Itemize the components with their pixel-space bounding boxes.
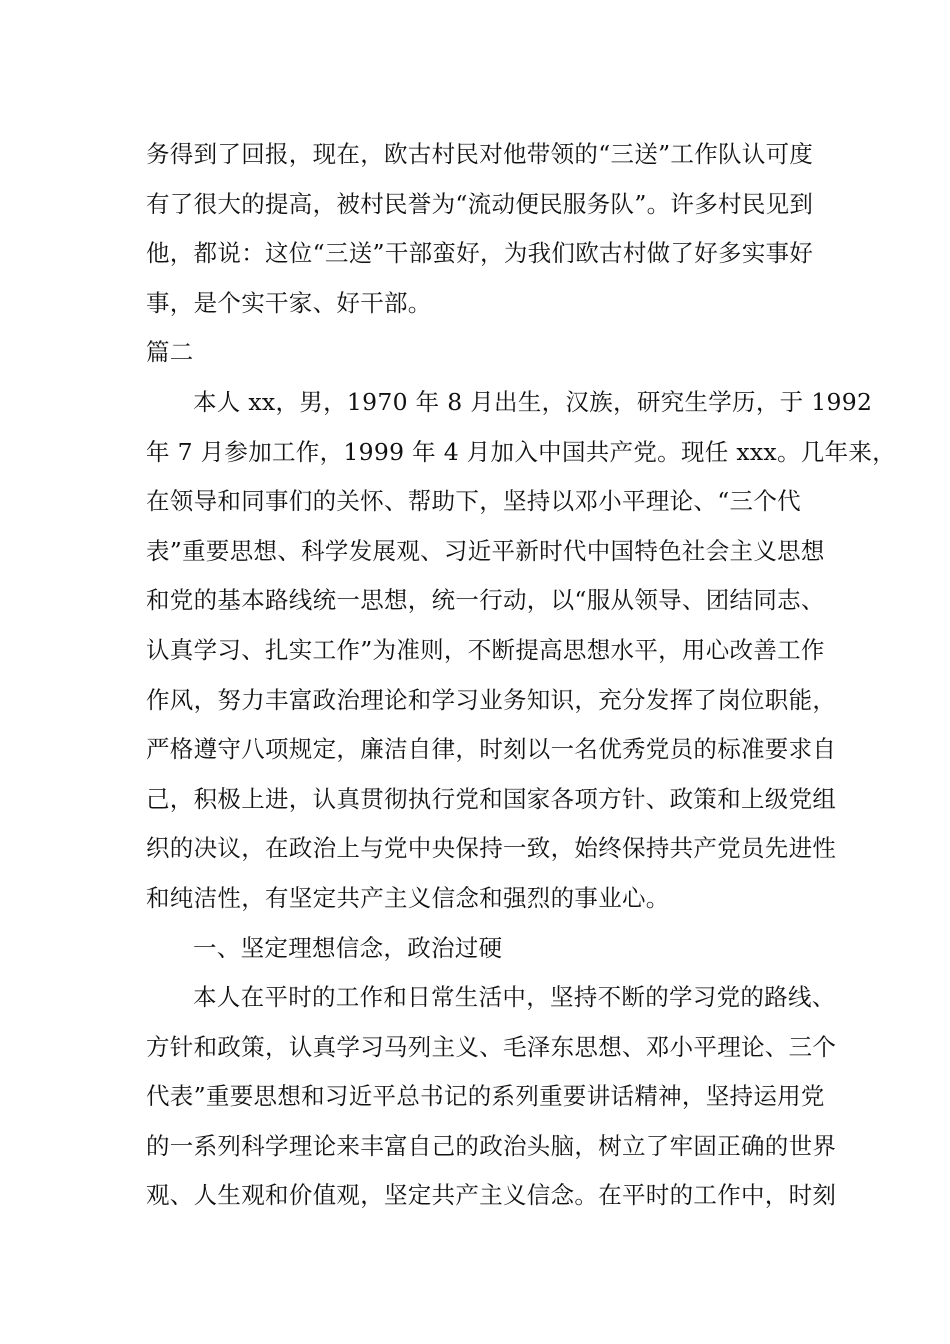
text-line: 己，积极上进，认真贯彻执行党和国家各项方针、政策和上级党组 bbox=[146, 784, 837, 813]
text-line: 观、人生观和价值观，坚定共产主义信念。在平时的工作中，时刻 bbox=[146, 1181, 837, 1210]
text-line: 有了很大的提高，被村民誉为“流动便民服务队”。许多村民见到 bbox=[146, 189, 814, 218]
text-line: 作风，努力丰富政治理论和学习业务知识，充分发挥了岗位职能， bbox=[146, 685, 837, 714]
text-line: 务得到了回报，现在，欧古村民对他带领的“三送”工作队认可度 bbox=[146, 140, 814, 168]
text-line: 表”重要思想、科学发展观、习近平新时代中国特色社会主义思想 bbox=[146, 536, 825, 565]
paragraph-start-line: 本人 xx，男，1970 年 8 月出生，汉族，研究生学历，于 1992 bbox=[193, 387, 873, 416]
document-body bbox=[146, 130, 896, 1221]
text-line: 和党的基本路线统一思想，统一行动，以“服从领导、团结同志、 bbox=[146, 586, 825, 615]
text-line: 年 7 月参加工作，1999 年 4 月加入中国共产党。现任 xxx。几年来， bbox=[146, 437, 896, 466]
subsection-heading: 一、坚定理想信念，政治过硬 bbox=[193, 933, 503, 962]
text-line: 事，是个实干家、好干部。 bbox=[146, 288, 432, 317]
section-heading: 篇二 bbox=[146, 338, 194, 367]
text-line: 的一系列科学理论来丰富自己的政治头脑，树立了牢固正确的世界 bbox=[146, 1131, 837, 1160]
text-line: 在领导和同事们的关怀、帮助下，坚持以邓小平理论、“三个代 bbox=[146, 487, 801, 516]
text-line: 和纯洁性，有坚定共产主义信念和强烈的事业心。 bbox=[146, 883, 670, 912]
text-line: 方针和政策，认真学习马列主义、毛泽东思想、邓小平理论、三个 bbox=[146, 1032, 837, 1061]
text-line: 代表”重要思想和习近平总书记的系列重要讲话精神，坚持运用党 bbox=[146, 1082, 825, 1111]
text-line: 认真学习、扎实工作”为准则，不断提高思想水平，用心改善工作 bbox=[146, 635, 825, 664]
text-line: 织的决议，在政治上与党中央保持一致，始终保持共产党员先进性 bbox=[146, 834, 837, 863]
text-line: 他，都说：这位“三送”干部蛮好，为我们欧古村做了好多实事好 bbox=[146, 239, 814, 268]
text-line: 严格遵守八项规定，廉洁自律，时刻以一名优秀党员的标准要求自 bbox=[146, 735, 837, 764]
paragraph-start-line: 本人在平时的工作和日常生活中，坚持不断的学习党的路线、 bbox=[193, 983, 836, 1012]
